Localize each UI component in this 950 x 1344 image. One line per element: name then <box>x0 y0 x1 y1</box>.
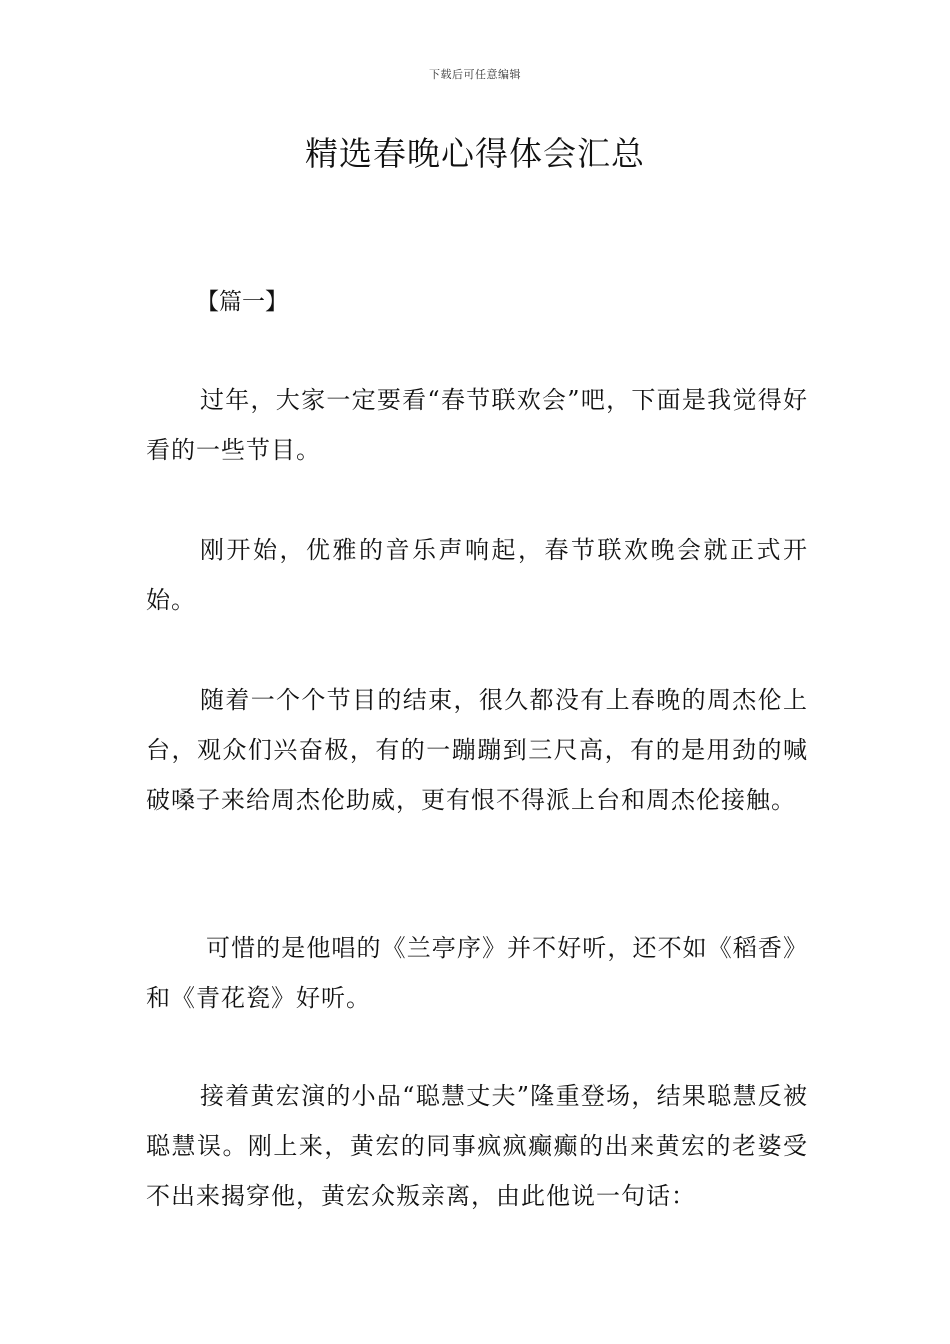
section-label: 【篇一】 <box>196 289 288 315</box>
header-note: 下载后可任意编辑 <box>429 68 521 81</box>
document-title: 精选春晚心得体会汇总 <box>305 134 645 173</box>
paragraph-1: 过年，大家一定要看“春节联欢会”吧，下面是我觉得好看的一些节目。 <box>146 386 808 464</box>
paragraph-4: 可惜的是他唱的《兰亭序》并不好听，还不如《稻香》和《青花瓷》好听。 <box>146 934 808 1012</box>
paragraph-3: 随着一个个节目的结束，很久都没有上春晚的周杰伦上台，观众们兴奋极，有的一蹦蹦到三尺高，有的是用劲的喊破嗓子来给周杰伦助威，更有恨不得派上台和周杰伦接触。 <box>146 686 808 814</box>
paragraph-5: 接着黄宏演的小品“聪慧丈夫”隆重登场，结果聪慧反被聪慧误。刚上来，黄宏的同事疯疯癫癫的出来黄宏的老婆受不出来揭穿他，黄宏众叛亲离，由此他说一句话： <box>146 1082 808 1210</box>
paragraph-2: 刚开始，优雅的音乐声响起，春节联欢晚会就正式开始。 <box>146 536 808 614</box>
